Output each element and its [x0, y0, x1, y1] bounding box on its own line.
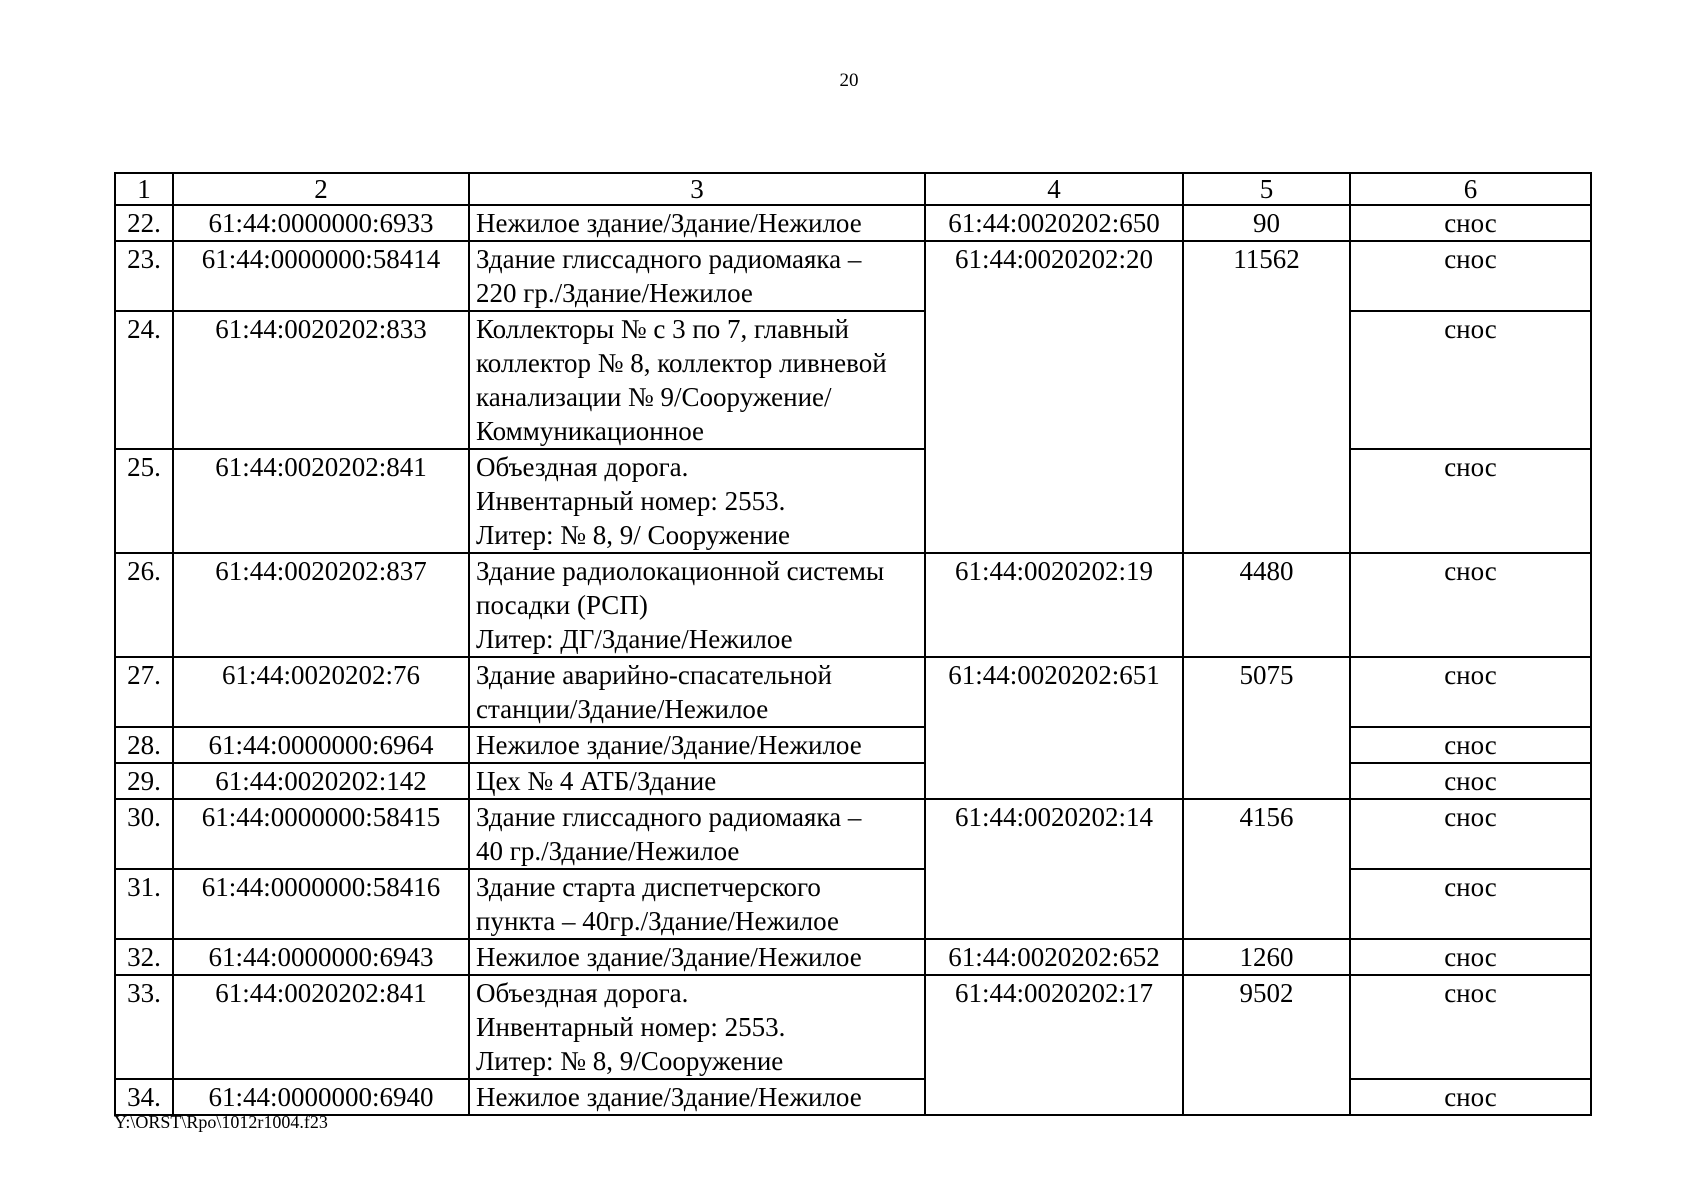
object-name: [469, 869, 925, 939]
object-name-line: Нежилое здание/Здание/Нежилое: [476, 942, 862, 972]
action-cell: снос: [1350, 553, 1591, 657]
cadastral-number: 61:44:0020202:142: [173, 763, 469, 799]
table-row: [115, 975, 1591, 1079]
object-name-line: Коллекторы № с 3 по 7, главный: [476, 314, 849, 344]
object-name: [469, 657, 925, 727]
header-col-2: 2: [173, 173, 469, 205]
object-name-line: Здание радиолокационной системы: [476, 556, 885, 586]
object-name-line: Инвентарный номер: 2553.: [476, 486, 786, 516]
row-number: 30.: [115, 799, 173, 869]
row-number: 27.: [115, 657, 173, 727]
table-row: [115, 939, 1591, 975]
object-name-line: Инвентарный номер: 2553.: [476, 1012, 786, 1042]
action-cell: снос: [1350, 1079, 1591, 1115]
object-name-line: Цех № 4 АТБ/Здание: [476, 766, 717, 796]
object-name: [469, 449, 925, 553]
header-col-3: 3: [469, 173, 925, 205]
object-name-line: Коммуникационное: [476, 416, 705, 446]
object-name-line: 40 гр./Здание/Нежилое: [476, 836, 740, 866]
row-number: 28.: [115, 727, 173, 763]
object-name: [469, 553, 925, 657]
header-col-4: 4: [925, 173, 1183, 205]
cadastral-number: 61:44:0020202:833: [173, 311, 469, 449]
object-name: [469, 241, 925, 311]
cadastral-number: 61:44:0020202:841: [173, 449, 469, 553]
header-col-5: 5: [1183, 173, 1350, 205]
row-number: 23.: [115, 241, 173, 311]
row-number: 24.: [115, 311, 173, 449]
parcel-area: 4480: [1183, 553, 1350, 657]
parcel-number: 61:44:0020202:17: [925, 975, 1183, 1115]
parcel-number: 61:44:0020202:650: [925, 205, 1183, 241]
table-row: [115, 869, 1591, 939]
row-number: 32.: [115, 939, 173, 975]
cadastral-number: 61:44:0000000:58415: [173, 799, 469, 869]
action-cell: снос: [1350, 657, 1591, 727]
table-row: [115, 311, 1591, 449]
action-cell: снос: [1350, 241, 1591, 311]
page-number: 20: [839, 70, 859, 91]
table-row: [115, 449, 1591, 553]
cadastral-number: 61:44:0020202:837: [173, 553, 469, 657]
parcel-number: 61:44:0020202:651: [925, 657, 1183, 799]
parcel-area: 5075: [1183, 657, 1350, 799]
table-row: [115, 657, 1591, 727]
table-row: [115, 1079, 1591, 1115]
object-name-line: пункта – 40гр./Здание/Нежилое: [476, 906, 839, 936]
header-col-1: 1: [115, 173, 173, 205]
object-name: [469, 939, 925, 975]
table-row: [115, 763, 1591, 799]
object-name-line: Объездная дорога.: [476, 978, 689, 1008]
object-name-line: станции/Здание/Нежилое: [476, 694, 769, 724]
cadastral-number: 61:44:0020202:76: [173, 657, 469, 727]
parcel-number: 61:44:0020202:14: [925, 799, 1183, 939]
object-name: [469, 205, 925, 241]
row-number: 26.: [115, 553, 173, 657]
table-header-row: [115, 173, 1591, 205]
action-cell: снос: [1350, 311, 1591, 449]
object-name-line: Здание глиссадного радиомаяка –: [476, 244, 862, 274]
object-name-line: Здание аварийно-спасательной: [476, 660, 832, 690]
object-name-line: Здание глиссадного радиомаяка –: [476, 802, 862, 832]
parcel-area: 1260: [1183, 939, 1350, 975]
object-name-line: Литер: № 8, 9/ Сооружение: [476, 520, 791, 550]
footer-file-path: Y:\ORST\Rpo\1012r1004.f23: [114, 1112, 328, 1132]
action-cell: снос: [1350, 763, 1591, 799]
cadastral-number: 61:44:0000000:6943: [173, 939, 469, 975]
row-number: 33.: [115, 975, 173, 1079]
action-cell: снос: [1350, 449, 1591, 553]
parcel-area: 4156: [1183, 799, 1350, 939]
object-name: [469, 763, 925, 799]
parcel-area: 9502: [1183, 975, 1350, 1115]
object-name-line: Литер: № 8, 9/Сооружение: [476, 1046, 784, 1076]
object-name-line: Нежилое здание/Здание/Нежилое: [476, 1082, 862, 1112]
action-cell: снос: [1350, 869, 1591, 939]
parcel-area: 11562: [1183, 241, 1350, 553]
object-name-line: Объездная дорога.: [476, 452, 689, 482]
object-name-line: Литер: ДГ/Здание/Нежилое: [476, 624, 793, 654]
cadastral-number: 61:44:0000000:6933: [173, 205, 469, 241]
action-cell: снос: [1350, 205, 1591, 241]
cadastral-number: 61:44:0000000:58414: [173, 241, 469, 311]
object-name: [469, 727, 925, 763]
parcel-number: 61:44:0020202:19: [925, 553, 1183, 657]
header-col-6: 6: [1350, 173, 1591, 205]
object-name: [469, 311, 925, 449]
action-cell: снос: [1350, 727, 1591, 763]
parcel-number: 61:44:0020202:20: [925, 241, 1183, 553]
action-cell: снос: [1350, 975, 1591, 1079]
object-name-line: Здание старта диспетчерского: [476, 872, 821, 902]
action-cell: снос: [1350, 939, 1591, 975]
row-number: 22.: [115, 205, 173, 241]
object-name-line: Нежилое здание/Здание/Нежилое: [476, 208, 862, 238]
object-name: [469, 975, 925, 1079]
cadastral-number: 61:44:0020202:841: [173, 975, 469, 1079]
objects-table: [114, 172, 1592, 1116]
object-name-line: канализации № 9/Сооружение/: [476, 382, 832, 412]
object-name-line: коллектор № 8, коллектор ливневой: [476, 348, 887, 378]
object-name: [469, 1079, 925, 1115]
row-number: 34.: [115, 1079, 173, 1115]
action-cell: снос: [1350, 799, 1591, 869]
cadastral-number: 61:44:0000000:58416: [173, 869, 469, 939]
row-number: 31.: [115, 869, 173, 939]
table-row: [115, 553, 1591, 657]
object-name-line: Нежилое здание/Здание/Нежилое: [476, 730, 862, 760]
object-name: [469, 799, 925, 869]
table-row: [115, 241, 1591, 311]
row-number: 25.: [115, 449, 173, 553]
table-row: [115, 205, 1591, 241]
object-name-line: 220 гр./Здание/Нежилое: [476, 278, 753, 308]
table-row: [115, 799, 1591, 869]
table-row: [115, 727, 1591, 763]
parcel-number: 61:44:0020202:652: [925, 939, 1183, 975]
cadastral-number: 61:44:0000000:6964: [173, 727, 469, 763]
object-name-line: посадки (РСП): [476, 590, 648, 620]
parcel-area: 90: [1183, 205, 1350, 241]
row-number: 29.: [115, 763, 173, 799]
cadastral-number: 61:44:0000000:6940: [173, 1079, 469, 1115]
